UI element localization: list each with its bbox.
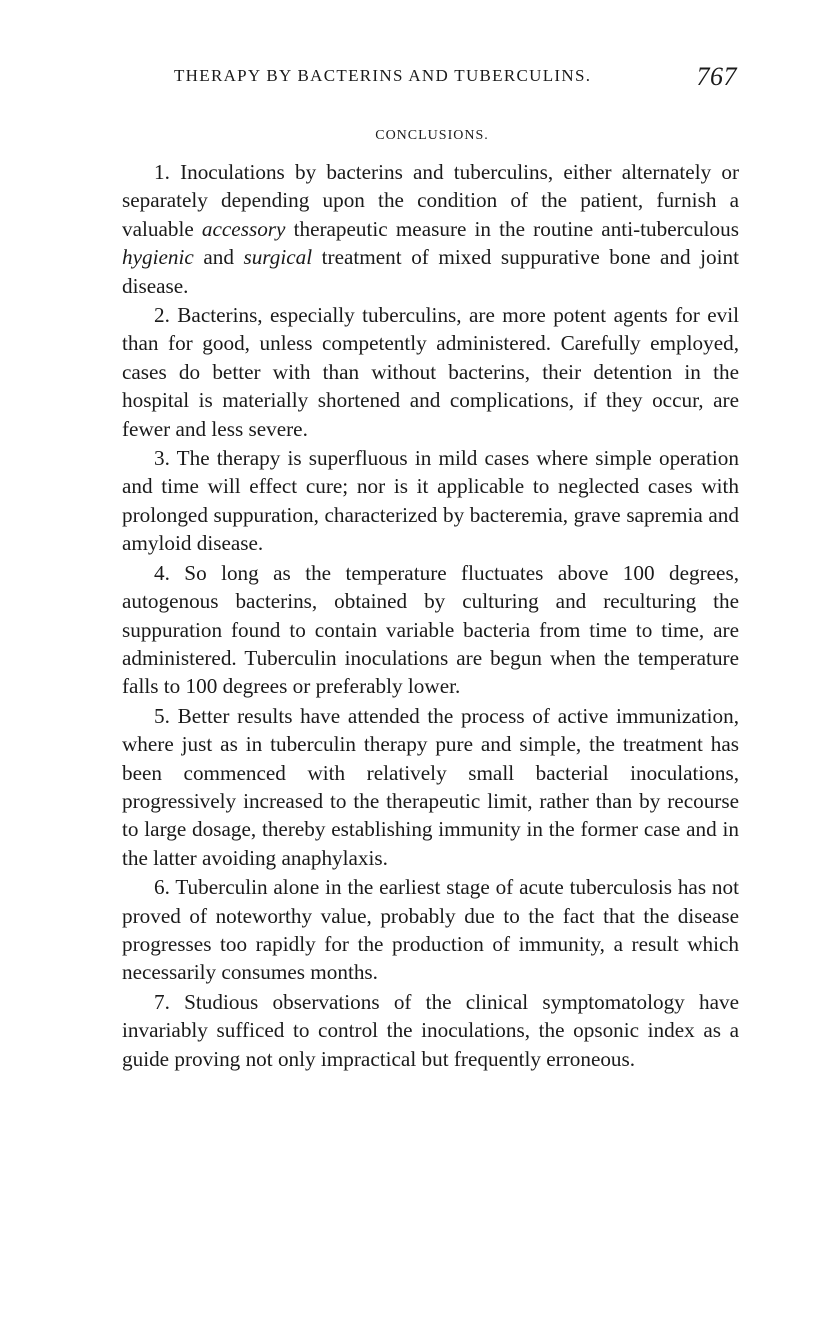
emphasis-accessory: accessory bbox=[201, 216, 286, 241]
conclusion-paragraph-1 bbox=[122, 158, 739, 300]
paragraph-1-text-d: treatment of mixed suppurative bone and joint disease. bbox=[122, 245, 739, 298]
conclusion-paragraph-3: 3. The therapy is superfluous in mild cases where simple operation and time will effect cure; nor is it applicable to neglected cases with prolonged suppuration, characterized by bacteremia, grave sapremia and amyloid disease. bbox=[122, 446, 739, 556]
paragraph-1-text-b: therapeutic measure in the routine anti-tuberculous bbox=[285, 216, 739, 241]
conclusion-paragraph-5: 5. Better results have attended the process of active immunization, where just as in tuberculin therapy pure and simple, the treatment has been commenced with relatively small bacterial inoculations, progressively increased to the therapeutic limit, rather than by recourse to large dosage, thereby establishing immunity in the former case and in the latter avoiding anaphylaxis. bbox=[122, 703, 739, 870]
emphasis-surgical: surgical bbox=[243, 245, 313, 270]
conclusion-paragraph-7: 7. Studious observations of the clinical symptomatology have invariably sufficed to control the inoculations, the opsonic index as a guide proving not only impractical but frequently erroneous. bbox=[122, 989, 739, 1071]
running-title: THERAPY BY BACTERINS AND TUBERCULINS. bbox=[174, 66, 592, 85]
conclusion-paragraph-4: 4. So long as the temperature fluctuates above 100 degrees, autogenous bacterins, obtained by culturing and reculturing the suppuration found to contain variable bacteria from time to time, are administered. Tuberculin inoculations are begun when the temperature falls to 100 degrees or preferably lower. bbox=[122, 560, 739, 699]
conclusion-paragraph-2: 2. Bacterins, especially tuberculins, are more potent agents for evil than for good, unless competently administered. Carefully employed, cases do better with than without bacterins, their detention in the hospital is materially shortened and complications, if they occur, are fewer and less severe. bbox=[122, 303, 739, 441]
conclusions-body bbox=[122, 158, 739, 1073]
conclusion-paragraph-6: 6. Tuberculin alone in the earliest stage of acute tuberculosis has not proved of noteworthy value, probably due to the fact that the disease progresses too rapidly for the production of immunity, a result which necessarily consumes months. bbox=[122, 875, 739, 985]
page-number: 767 bbox=[696, 62, 737, 91]
section-heading: CONCLUSIONS. bbox=[375, 128, 489, 143]
paragraph-1-text-c: and bbox=[193, 245, 244, 270]
emphasis-hygienic: hygienic bbox=[122, 245, 194, 270]
paragraph-1-text-a: 1. Inoculations by bacterins and tuberculins, either alternately or separately depending upon the condition of the patient, furnish a valuable bbox=[122, 160, 739, 241]
running-head bbox=[122, 62, 742, 92]
